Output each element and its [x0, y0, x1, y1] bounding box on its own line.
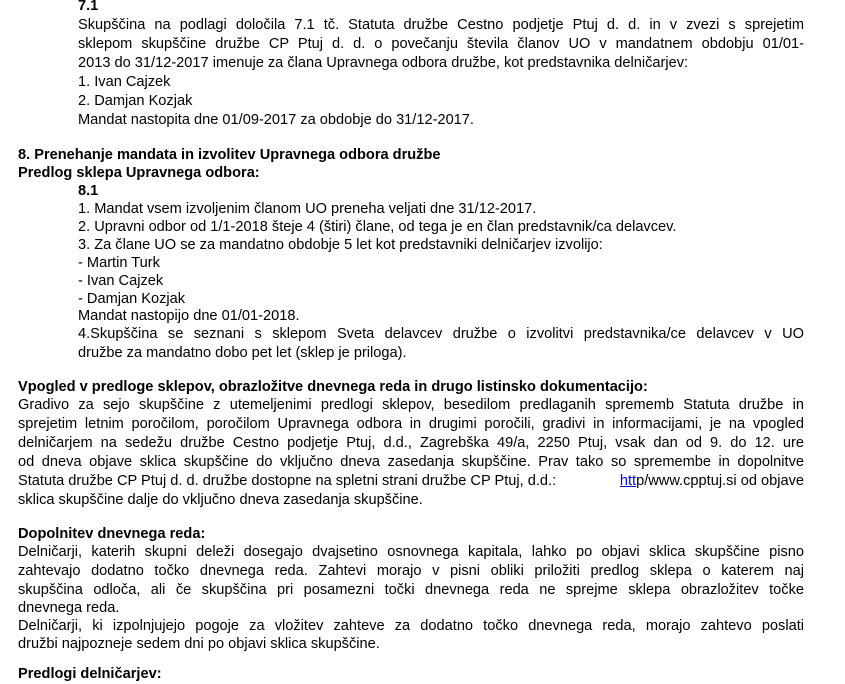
insight-heading: Vpogled v predloge sklepov, obrazložitve dnevnega reda in drugo listinsko dokumentacijo: [18, 379, 648, 395]
mandate-text: Mandat nastopijo dne 01/01-2018. [78, 308, 300, 324]
insight-text-line: sklica skupščine dalje do vključno dneva zasedanja skupščine. [18, 492, 423, 508]
insight-text-line: Gradivo za sejo skupščine z utemeljenimi predlogi sklepov, besedilom predlaganih sprememb Statuta družbe in [18, 397, 804, 413]
proposal-heading: Predlog sklepa Upravnega odbora: [18, 165, 260, 181]
list-item: 1. Mandat vsem izvoljenim članom UO preneha veljati dne 31/12-2017. [78, 201, 537, 217]
insight-text-line: od dneva objave sklica skupščine do vključno dneva zasedanja skupščine. Prav tako so spremembe in dopolnitve [18, 454, 804, 470]
section-7-1-text-line: 2013 do 31/12-2017 imenuje za člana Upravnega odbora družbe, kot predstavnika delničarjev: [78, 55, 689, 71]
agenda-text-line: Delničarji, ki izpolnjujejo pogoje za vložitev zahteve za dodatno točko dnevnega reda, morajo zahtevo poslati [18, 618, 804, 634]
section-7-1-text-line: Skupščina na podlagi določila 7.1 tč. Statuta družbe Cestno podjetje Ptuj d. d. in v zvezi s sprejetim [78, 17, 804, 33]
section-7-1-text-line: sklepom skupščine družbe CP Ptuj d. d. o povečanju števila članov UO v mandatnem obdobju 01/01- [78, 36, 804, 52]
insight-text-post: p/www.cpptuj.si od objave [636, 473, 804, 489]
shareholders-heading: Predlogi delničarjev: [18, 666, 162, 682]
website-link[interactable]: htt [619, 473, 637, 489]
list-item: 2. Damjan Kozjak [78, 93, 193, 109]
insight-text-line: delničarjem na sedežu družbe Cestno podjetje Ptuj, d.d., Zagrebška 49/a, 2250 Ptuj, vsak dan od 9. do 12. ure [18, 435, 804, 451]
list-item: 1. Ivan Cajzek [78, 74, 171, 90]
section-7-1-heading: 7.1 [78, 0, 99, 14]
list-item: 4.Skupščina se seznani s sklepom Sveta delavcev družbe o izvolitvi predstavnika/ce delavcev v UO [78, 326, 804, 342]
agenda-text-line: skupščina odloča, ali če skupščina pri posamezni točki dnevnega reda ne sprejme sklepa obrazložitev točke [18, 582, 804, 598]
list-item: 2. Upravni odbor od 1/1-2018 šteje 4 (štiri) člane, od tega je en član predstavnik/ca delavcev. [78, 219, 677, 235]
agenda-text-line: Delničarji, katerih skupni deleži dosegajo dvajsetino osnovnega kapitala, lahko po objavi sklica skupščine pisno [18, 544, 804, 560]
list-item: - Damjan Kozjak [78, 291, 186, 307]
agenda-heading: Dopolnitev dnevnega reda: [18, 526, 206, 542]
mandate-text: Mandat nastopita dne 01/09-2017 za obdobje do 31/12-2017. [78, 112, 474, 128]
insight-text-pre: Statuta družbe CP Ptuj d. d. družbe dostopne na spletni strani družbe CP Ptuj, d.d.: [18, 473, 561, 489]
section-8-heading: 8. Prenehanje mandata in izvolitev Upravnega odbora družbe [18, 147, 441, 163]
list-item: - Martin Turk [78, 255, 160, 271]
insight-text-line: sprejetim letnim poročilom, poročilom Upravnega odbora in drugimi poročili, gradivi in informacijami, je na vpogled [18, 416, 804, 432]
agenda-text-line: zahtevajo dodatno točko dnevnega reda. Zahtevi morajo v pisni obliki priložiti predlog sklepa o katerem naj [18, 563, 804, 579]
website-link-group [620, 472, 804, 491]
agenda-text-line: družbi najpozneje sedem dni po objavi sklica skupščine. [18, 636, 380, 652]
agenda-text-line: dnevnega reda. [18, 600, 120, 616]
insight-text-line [18, 472, 804, 491]
section-8-1-heading: 8.1 [78, 183, 99, 199]
list-item-continuation: družbe za mandatno dobo pet let (sklep je priloga). [78, 345, 407, 361]
list-item: - Ivan Cajzek [78, 273, 164, 289]
list-item: 3. Za člane UO se za mandatno obdobje 5 let kot predstavniki delničarjev izvolijo: [78, 237, 603, 253]
